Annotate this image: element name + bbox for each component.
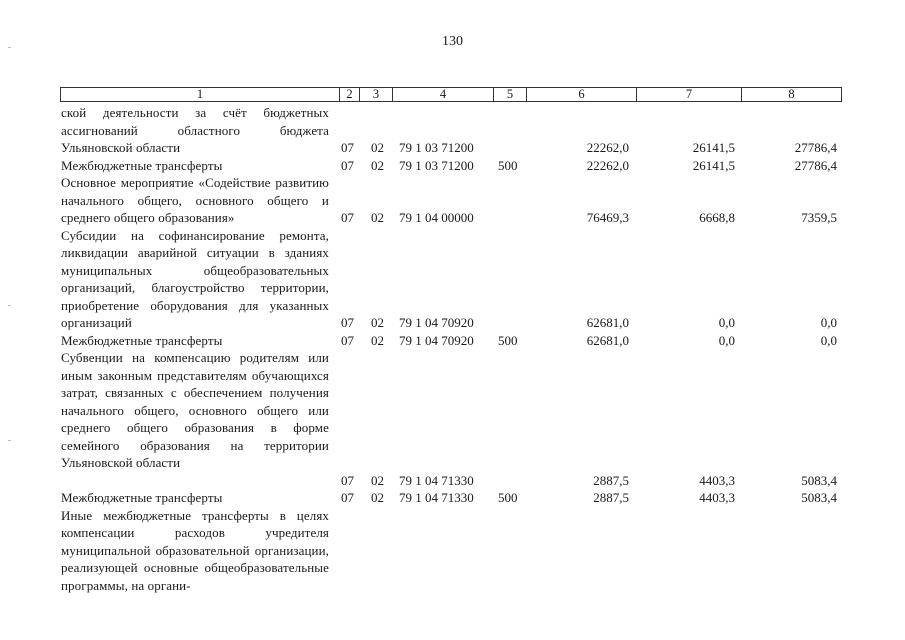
cell-c4: 79 1 04 71330 [399,472,474,488]
cell-c2: 07 [341,210,354,225]
cell-c6: 62681,0 [586,315,629,330]
header-cell-5: 5 [493,87,527,102]
margin-mark [8,47,11,48]
table-row [0,332,905,350]
cell-c3: 02 [371,140,384,155]
cell-c3: 02 [371,157,384,173]
page-number: 130 [442,34,463,49]
cell-c7: 6668,8 [699,210,735,225]
cell-c8: 7359,5 [801,210,837,225]
header-cell-8: 8 [741,87,842,102]
cell-c8: 27786,4 [794,140,837,155]
row-description: ской деятельности за счёт бюджетных ассигнований областного бюджета Ульяновской области [61,105,329,155]
cell-c7: 26141,5 [692,140,735,155]
header-cell-7: 7 [636,87,742,102]
cell-c5: 500 [498,490,518,505]
cell-c4: 79 1 04 00000 [399,210,474,225]
cell-c4: 79 1 03 71200 [399,140,474,155]
header-cell-1: 1 [60,87,340,102]
cell-c8: 27786,4 [794,157,837,173]
margin-mark [8,305,11,306]
header-cell-2: 2 [339,87,360,102]
table-row [0,507,905,595]
header-cell-6: 6 [526,87,637,102]
cell-c3: 02 [371,490,384,505]
cell-c5: 500 [498,332,518,348]
cell-c2: 07 [341,472,354,488]
row-description: Межбюджетные трансферты [61,490,223,505]
cell-c6: 76469,3 [586,210,629,225]
header-cell-4: 4 [392,87,494,102]
cell-c4: 79 1 03 71200 [399,157,474,173]
table-row [0,349,905,489]
cell-c7: 0,0 [718,315,735,330]
table-row [0,227,905,332]
table-row [0,489,905,507]
cell-c4: 79 1 04 70920 [399,332,474,348]
cell-c7: 4403,3 [699,490,735,505]
row-description: Субвенции на компенсацию родителям или иным законным представителям обучающихся затрат, связанных с обеспечением получения начального общего, основного общего или среднего общего образования в форме семейного образования на территории Ульяновской области [61,350,329,470]
cell-c3: 02 [371,472,384,488]
cell-c3: 02 [371,315,384,330]
cell-c2: 07 [341,157,354,173]
cell-c6: 2887,5 [593,490,629,505]
cell-c8: 0,0 [820,332,837,348]
cell-c3: 02 [371,332,384,348]
cell-c2: 07 [341,315,354,330]
cell-c8: 5083,4 [801,472,837,488]
table-row [0,104,905,157]
cell-c6: 2887,5 [593,472,629,488]
margin-mark [8,440,11,441]
cell-c6: 22262,0 [586,140,629,155]
table-row [0,174,905,227]
cell-c7: 26141,5 [692,157,735,173]
row-description: Иные межбюджетные трансферты в целях компенсации расходов учредителя муниципальной образовательной организации, реализующей основные общеобразовательные программы, на органи- [61,507,329,593]
row-description: Субсидии на софинансирование ремонта, ликвидации аварийной ситуации в зданиях муниципальных общеобразовательных организаций, благоустройство территории, приобретение оборудования для указанных организаций [61,227,329,330]
cell-c2: 07 [341,140,354,155]
cell-c2: 07 [341,490,354,505]
table-row [0,157,905,175]
row-description: Основное мероприятие «Содействие развитию начального общего, основного общего и среднего общего образования» [61,175,329,225]
cell-c6: 62681,0 [586,332,629,348]
cell-c4: 79 1 04 71330 [399,490,474,505]
row-description: Межбюджетные трансферты [61,157,223,173]
cell-c8: 5083,4 [801,490,837,505]
cell-c7: 4403,3 [699,472,735,488]
cell-c3: 02 [371,210,384,225]
cell-c2: 07 [341,332,354,348]
cell-c6: 22262,0 [586,157,629,173]
cell-c4: 79 1 04 70920 [399,315,474,330]
header-cell-3: 3 [359,87,393,102]
cell-c8: 0,0 [820,315,837,330]
table-header [60,87,842,102]
cell-c5: 500 [498,157,518,173]
row-description: Межбюджетные трансферты [61,332,223,348]
cell-c7: 0,0 [718,332,735,348]
